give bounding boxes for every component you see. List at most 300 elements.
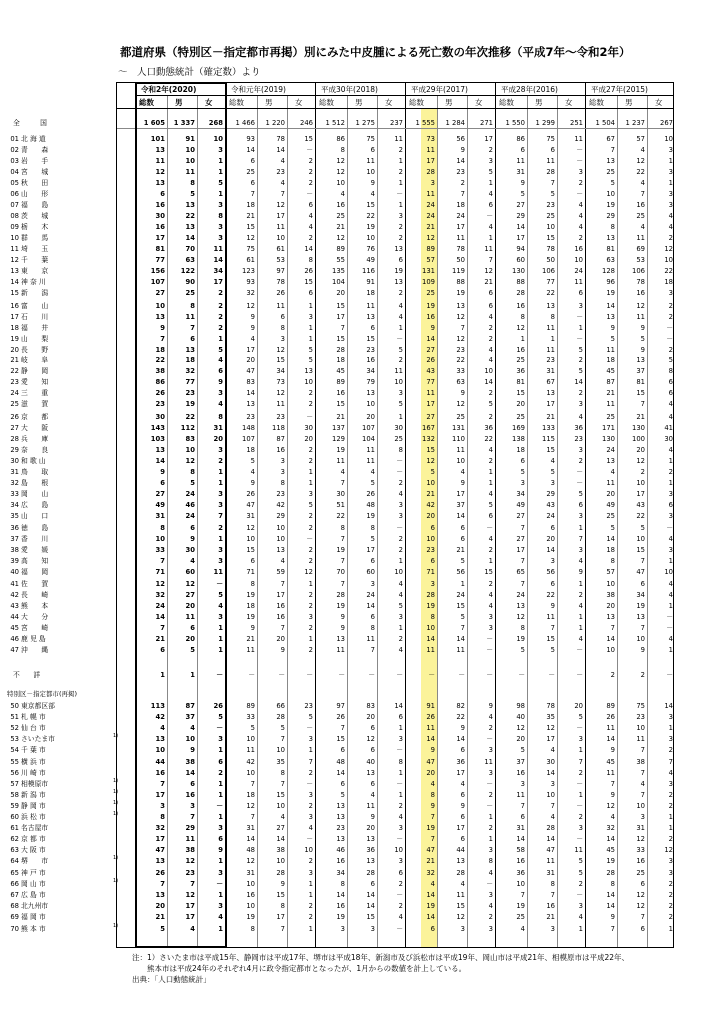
cell-value: 3 xyxy=(218,389,223,398)
cell-value: 16 xyxy=(366,356,375,364)
cell-value: 2 xyxy=(218,457,223,466)
cell-value: 11 xyxy=(426,724,435,733)
cell-value: 4 xyxy=(218,913,223,922)
cell-value: － xyxy=(486,780,493,789)
cell-value: 1 xyxy=(308,479,313,488)
cell-value: 5 xyxy=(218,713,223,722)
row-code: 42 xyxy=(10,591,19,600)
cell-value: 26 xyxy=(366,490,375,499)
cell-value: 2 xyxy=(668,880,673,889)
subheader: 女 xyxy=(655,98,663,107)
cell-value: 7 xyxy=(610,780,615,789)
cell-value: 14 xyxy=(366,902,375,911)
cell-value: 6 xyxy=(550,580,555,588)
cell-value: 7 xyxy=(640,746,645,755)
cell-value: 16 xyxy=(276,602,285,611)
cell-value: 9 xyxy=(218,378,223,387)
row-name: 岐 阜 xyxy=(21,356,49,364)
cell-value: 28 xyxy=(516,289,525,298)
subheader: 女 xyxy=(385,98,393,107)
cell-value: － xyxy=(306,671,313,679)
cell-value: 2 xyxy=(488,457,493,466)
group-divider xyxy=(315,83,316,947)
cell-value: 25 xyxy=(606,168,615,177)
cell-value: 4 xyxy=(550,746,555,755)
cell-value: 14 xyxy=(546,769,555,778)
row-code: 13 xyxy=(10,267,19,276)
cell-value: 4 xyxy=(190,925,195,933)
cell-value: 23 xyxy=(336,824,345,833)
cell-value: 18 xyxy=(246,201,255,210)
cell-value: 16 xyxy=(336,902,345,911)
row-name: 浜 松 市 xyxy=(21,813,46,821)
cell-value: 71 xyxy=(155,568,165,577)
cell-value: 13 xyxy=(456,857,465,866)
cell-value: 5 xyxy=(370,535,375,544)
cell-value: 28 xyxy=(426,591,435,600)
cell-value: 24 xyxy=(574,267,583,276)
cell-value: 11 xyxy=(484,245,493,253)
page-title: 都道府県（特別区－指定都市再掲）別にみた中皮腫による死亡数の年次推移（平成7年～令和2年） xyxy=(120,45,631,59)
cell-value: 19 xyxy=(185,400,195,409)
cell-value: 6 xyxy=(370,557,375,566)
cell-value: 7 xyxy=(340,580,345,588)
cell-value: 1 xyxy=(398,769,403,778)
cell-value: 11 xyxy=(456,646,465,655)
cell-value: 1 337 xyxy=(173,119,195,127)
cell-value: 6 xyxy=(668,378,673,387)
cell-value: 101 xyxy=(150,135,165,143)
cell-value: 14 xyxy=(426,735,435,744)
cell-value: 13 xyxy=(336,835,345,844)
cell-value: 8 xyxy=(280,479,285,488)
cell-value: 26 xyxy=(246,490,255,499)
cell-value: － xyxy=(576,671,583,679)
cell-value: 13 xyxy=(636,613,645,622)
row-code: 30 xyxy=(10,457,19,466)
cell-value: 123 xyxy=(242,267,255,276)
cell-value: 12 xyxy=(484,267,493,276)
cell-value: 18 xyxy=(155,346,165,355)
cell-value: 14 xyxy=(606,735,615,744)
row-name: 熊 本 市 xyxy=(21,925,46,933)
cell-value: 12 xyxy=(456,913,465,922)
subheader: 総数 xyxy=(589,98,604,107)
cell-value: 15 xyxy=(276,891,285,900)
cell-value: 7 xyxy=(640,913,645,922)
cell-value: 7 xyxy=(640,769,645,778)
cell-value: 73 xyxy=(276,378,285,387)
cell-value: 4 xyxy=(190,557,195,566)
cell-value: 4 xyxy=(280,157,285,166)
cell-value: 6 xyxy=(370,780,375,789)
footnote-mark: 1) xyxy=(113,923,119,929)
cell-value: 9 xyxy=(250,313,255,322)
cell-value: 3 xyxy=(520,479,525,488)
cell-value: 2 xyxy=(218,289,223,298)
cell-value: 4 xyxy=(578,635,583,643)
cell-value: 156 xyxy=(150,267,165,276)
cell-value: 25 xyxy=(516,413,525,421)
cell-value: 20 xyxy=(276,635,285,643)
row-name: 岡 山 xyxy=(21,490,49,499)
group-divider xyxy=(585,83,586,947)
cell-value: 21 xyxy=(426,223,435,232)
cell-value: 10 xyxy=(426,624,435,633)
cell-value: 129 xyxy=(332,435,345,444)
row-name: 仙 台 市 xyxy=(21,724,46,733)
cell-value: 3 xyxy=(160,802,165,811)
cell-value: 3 xyxy=(578,735,583,744)
cell-value: 3 xyxy=(218,902,223,911)
cell-value: 1 xyxy=(578,791,583,800)
cell-value: － xyxy=(666,613,673,622)
cell-value: 23 xyxy=(456,346,465,355)
cell-value: 7 xyxy=(218,512,223,521)
cell-value: 12 xyxy=(366,735,375,744)
cell-value: 3 xyxy=(190,802,195,811)
cell-value: 2 xyxy=(668,746,673,755)
row-code: 47 xyxy=(10,646,19,655)
cell-value: 31 xyxy=(246,869,255,877)
cell-value: 16 xyxy=(155,201,165,210)
cell-value: 15 xyxy=(336,400,345,409)
cell-value: 20 xyxy=(185,602,195,611)
cell-value: 33 xyxy=(456,367,465,376)
cell-value: 14 xyxy=(574,378,583,387)
cell-value: 63 xyxy=(185,256,195,265)
row-name: 堺 市 xyxy=(21,857,49,866)
cell-value: 34 xyxy=(516,490,525,499)
cell-value: 13 xyxy=(336,802,345,811)
cell-value: 5 xyxy=(280,724,285,733)
cell-value: 2 xyxy=(668,913,673,922)
cell-value: 3 xyxy=(578,302,583,310)
cell-value: 7 xyxy=(610,146,615,155)
cell-value: － xyxy=(486,735,493,744)
cell-value: 6 xyxy=(578,501,583,510)
row-name: 富 山 xyxy=(21,302,49,310)
cell-value: 53 xyxy=(636,256,645,265)
cell-value: 47 xyxy=(546,846,555,855)
cell-value: 55 xyxy=(336,256,345,265)
cell-value: 6 xyxy=(190,624,195,633)
cell-value: 38 xyxy=(636,758,645,766)
row-name: 千 葉 xyxy=(21,256,49,265)
cell-value: 11 xyxy=(276,400,285,409)
group-header-1: 令和元年(2019) xyxy=(231,85,286,94)
cell-value: 24 xyxy=(456,591,465,600)
cell-value: 4 xyxy=(640,179,645,188)
cell-value: 22 xyxy=(636,512,645,521)
cell-value: 14 xyxy=(426,335,435,344)
cell-value: 13 xyxy=(246,400,255,409)
cell-value: 2 xyxy=(218,524,223,532)
cell-value: 57 xyxy=(606,568,615,577)
cell-value: 119 xyxy=(452,267,465,276)
cell-value: 28 xyxy=(336,346,345,355)
cell-value: 3 xyxy=(340,925,345,933)
cell-value: 15 xyxy=(426,446,435,455)
cell-value: 2 xyxy=(488,413,493,421)
cell-value: 49 xyxy=(366,256,375,265)
cell-value: 6 xyxy=(250,557,255,566)
footnote-mark: 1) xyxy=(113,855,119,862)
cell-value: 10 xyxy=(185,157,195,166)
cell-value: 4 xyxy=(340,190,345,198)
row-name: 不 詳 xyxy=(13,671,41,679)
footnote-line: 注：1）さいたま市は平成15年、静岡市は平成17年、堺市は平成18年、新潟市及び浜松市は平成19年、岡山市は平成21年、相模原市は平成22年、 xyxy=(132,953,630,962)
cell-value: 40 xyxy=(516,713,525,722)
cell-value: 21 xyxy=(546,413,555,421)
cell-value: 2 xyxy=(398,479,403,488)
cell-value: 16 xyxy=(246,891,255,900)
cell-value: 4 xyxy=(488,490,493,499)
cell-value: － xyxy=(576,479,583,488)
cell-value: 89 xyxy=(336,245,345,253)
cell-value: 22 xyxy=(336,512,345,521)
cell-value: 5 xyxy=(370,479,375,488)
cell-value: 14 xyxy=(185,234,195,243)
cell-value: 25 xyxy=(636,869,645,877)
cell-value: 3 xyxy=(640,813,645,821)
cell-value: 2 xyxy=(668,891,673,900)
cell-value: 12 xyxy=(636,902,645,911)
cell-value: 3 xyxy=(430,179,435,188)
cell-value: － xyxy=(216,580,223,588)
cell-value: 2 xyxy=(488,824,493,833)
cell-value: 78 xyxy=(456,245,465,253)
cell-value: 268 xyxy=(208,119,223,127)
cell-value: 30 xyxy=(185,546,195,555)
cell-value: 8 xyxy=(250,925,255,933)
cell-value: 1 xyxy=(488,179,493,188)
cell-value: 13 xyxy=(546,389,555,398)
cell-value: 5 xyxy=(460,557,465,566)
cell-value: 26 xyxy=(426,713,435,722)
cell-value: 4 xyxy=(640,780,645,789)
cell-value: 4 xyxy=(460,780,465,789)
cell-value: 1 xyxy=(668,602,673,611)
cell-value: 1 xyxy=(218,780,223,789)
cell-value: 12 xyxy=(246,302,255,310)
cell-value: 9 xyxy=(488,702,493,710)
cell-value: 19 xyxy=(394,267,403,276)
cell-value: 4 xyxy=(340,468,345,476)
cell-value: 24 xyxy=(366,591,375,600)
cell-value: 4 xyxy=(250,335,255,344)
cell-value: 3 xyxy=(578,546,583,555)
cell-value: 47 xyxy=(426,758,435,766)
cell-value: － xyxy=(428,671,435,679)
cell-value: － xyxy=(486,635,493,643)
cell-value: 8 xyxy=(280,324,285,333)
cell-value: 24 xyxy=(546,512,555,521)
cell-value: 14 xyxy=(456,735,465,744)
cell-value: － xyxy=(396,671,403,679)
subheader: 総数 xyxy=(139,98,154,107)
cell-value: 60 xyxy=(516,256,525,265)
cell-value: 107 xyxy=(242,435,255,444)
cell-value: 19 xyxy=(336,602,345,611)
cell-value: 19 xyxy=(426,602,435,611)
cell-value: 94 xyxy=(516,245,525,253)
cell-value: 3 xyxy=(398,824,403,833)
cell-value: － xyxy=(216,671,223,679)
cell-value: 1 xyxy=(218,479,223,488)
subheader: 男 xyxy=(445,98,453,107)
cell-value: － xyxy=(576,190,583,198)
row-code: 17 xyxy=(10,313,19,322)
cell-value: 4 xyxy=(520,925,525,933)
cell-value: 42 xyxy=(155,713,165,722)
cell-value: 28 xyxy=(276,869,285,877)
cell-value: 14 xyxy=(664,702,673,710)
cell-value: 25 xyxy=(246,168,255,177)
cell-value: 2 xyxy=(308,591,313,600)
cell-value: 67 xyxy=(546,378,555,387)
cell-value: 1 xyxy=(218,335,223,344)
cell-value: 76 xyxy=(366,245,375,253)
cell-value: 2 xyxy=(398,289,403,298)
cell-value: － xyxy=(666,324,673,333)
cell-value: 6 xyxy=(488,512,493,521)
cell-value: 13 xyxy=(155,179,165,188)
cell-value: 17 xyxy=(276,913,285,922)
cell-value: 3 xyxy=(488,613,493,622)
cell-value: 23 xyxy=(276,490,285,499)
cell-value: 1 xyxy=(550,335,555,344)
cell-value: 18 xyxy=(185,356,195,364)
cell-value: 4 xyxy=(668,535,673,544)
cell-value: 5 xyxy=(520,646,525,655)
cell-value: 11 xyxy=(394,135,403,143)
cell-value: 24 xyxy=(606,446,615,455)
cell-value: 32 xyxy=(426,869,435,877)
cell-value: 7 xyxy=(640,400,645,409)
footnote-mark: 1) xyxy=(113,878,119,885)
cell-value: － xyxy=(486,802,493,811)
cell-value: 5 xyxy=(218,591,223,600)
cell-value: 10 xyxy=(636,802,645,811)
cell-value: 6 xyxy=(340,746,345,755)
cell-value: 30 xyxy=(336,490,345,499)
cell-value: 3 xyxy=(308,735,313,744)
cell-value: － xyxy=(458,671,465,679)
cell-value: 8 xyxy=(610,880,615,889)
cell-value: 1 xyxy=(218,157,223,166)
cell-value: 8 xyxy=(398,758,403,766)
cell-value: 6 xyxy=(668,501,673,510)
cell-value: 11 xyxy=(484,758,493,766)
cell-value: 11 xyxy=(366,635,375,643)
cell-value: 13 xyxy=(185,346,195,355)
cell-value: 11 xyxy=(246,646,255,655)
cell-value: 6 xyxy=(218,758,223,766)
cell-value: 21 xyxy=(155,913,165,922)
row-code: 46 xyxy=(10,635,19,643)
cell-value: 11 xyxy=(366,157,375,166)
cell-value: 2 xyxy=(308,646,313,655)
cell-value: 16 xyxy=(155,223,165,232)
cell-value: 1 xyxy=(308,635,313,643)
cell-value: 143 xyxy=(150,424,165,433)
row-code: 15 xyxy=(10,289,19,298)
cell-value: 2 xyxy=(668,468,673,476)
cell-value: 27 xyxy=(155,490,165,499)
cell-value: 11 xyxy=(276,302,285,310)
cell-value: 5 xyxy=(550,468,555,476)
cell-value: 34 xyxy=(213,267,223,276)
cell-value: － xyxy=(576,146,583,155)
cell-value: 78 xyxy=(636,278,645,287)
cell-value: 6 xyxy=(398,869,403,877)
cell-value: 22 xyxy=(185,212,195,221)
cell-value: 48 xyxy=(336,758,345,766)
row-name: 茨 城 xyxy=(21,212,49,221)
row-code: 68 xyxy=(10,902,19,911)
cell-value: 16 xyxy=(636,857,645,866)
cell-value: 5 xyxy=(308,356,313,364)
cell-value: 87 xyxy=(185,702,195,710)
cell-value: 9 xyxy=(640,324,645,333)
cell-value: 1 xyxy=(398,324,403,333)
cell-value: 7 xyxy=(340,535,345,544)
cell-value: 3 xyxy=(398,512,403,521)
cell-value: 10 xyxy=(366,234,375,243)
cell-value: 1 xyxy=(398,557,403,566)
cell-value: 20 xyxy=(636,446,645,455)
cell-value: 7 xyxy=(280,580,285,588)
cell-value: 14 xyxy=(426,891,435,900)
row-name: 北 海 道 xyxy=(21,135,46,143)
cell-value: 98 xyxy=(516,702,525,710)
cell-value: 14 xyxy=(394,702,403,710)
row-name: 新 潟 市 xyxy=(21,791,46,800)
cell-value: 17 xyxy=(484,135,493,143)
footnote-mark: 1) xyxy=(113,778,119,785)
cell-value: 27 xyxy=(426,413,435,421)
cell-value: 6 xyxy=(430,524,435,532)
cell-value: 3 xyxy=(578,400,583,409)
cell-value: 6 xyxy=(640,580,645,588)
cell-value: 5 xyxy=(578,857,583,866)
cell-value: 7 xyxy=(160,335,165,344)
cell-value: － xyxy=(396,780,403,789)
cell-value: 14 xyxy=(246,146,255,155)
row-code: 21 xyxy=(10,356,19,364)
cell-value: 1 xyxy=(308,302,313,310)
cell-value: 3 xyxy=(280,457,285,466)
row-name: 京 都 市 xyxy=(21,835,46,844)
row-name: 奈 良 xyxy=(21,446,49,455)
cell-value: 4 xyxy=(308,212,313,221)
cell-value: 1 xyxy=(578,925,583,933)
row-code: 26 xyxy=(10,413,19,421)
cell-value: 6 xyxy=(370,146,375,155)
cell-value: 237 xyxy=(390,119,403,127)
cell-value: 13 xyxy=(185,223,195,232)
cell-value: － xyxy=(576,780,583,789)
cell-value: 7 xyxy=(460,324,465,333)
cell-value: 8 xyxy=(190,468,195,476)
cell-value: 77 xyxy=(546,278,555,287)
cell-value: 22 xyxy=(185,413,195,421)
cell-value: 46 xyxy=(185,501,195,510)
cell-value: 4 xyxy=(668,580,673,588)
cell-value: 118 xyxy=(272,424,285,433)
cell-value: 2 xyxy=(308,524,313,532)
